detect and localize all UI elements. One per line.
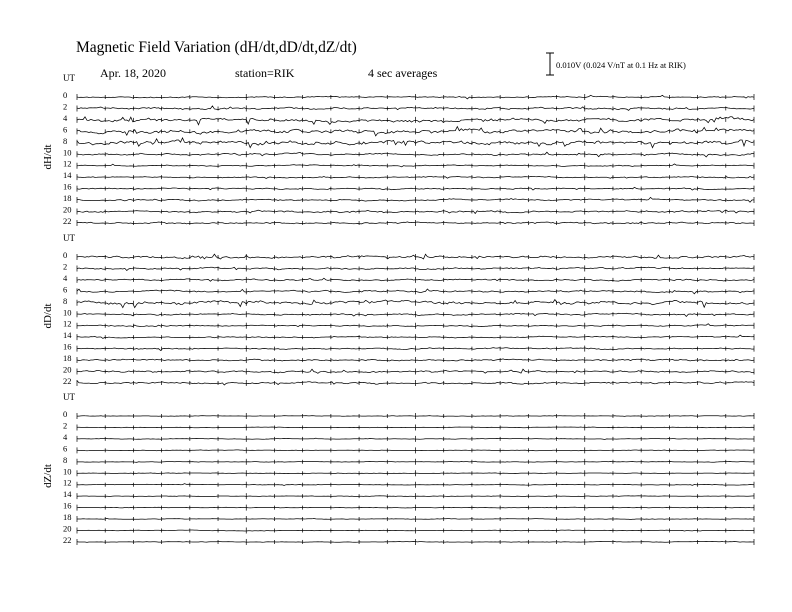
hour-row-label: 4	[63, 272, 68, 283]
scale-bar	[546, 53, 554, 75]
hour-row-label: 2	[63, 101, 68, 112]
hour-row-label: 6	[63, 284, 68, 295]
hour-row-label: 6	[63, 443, 68, 454]
row-time-ticks	[77, 140, 754, 146]
hour-row-label: 2	[63, 420, 68, 431]
scale-bar-label: 0.010V (0.024 V/nT at 0.1 Hz at RIK)	[556, 60, 686, 70]
hour-row-label: 8	[63, 295, 68, 306]
panel-dd-dt	[42, 233, 754, 386]
hour-row-label: 4	[63, 112, 68, 123]
panel-dh-dt	[42, 73, 754, 226]
hour-row-label: 18	[63, 512, 72, 523]
hour-row-label: 12	[63, 318, 72, 329]
y-axis-label: dD/dt	[42, 303, 54, 329]
hour-row-label: 22	[63, 534, 72, 545]
ut-axis-label: UT	[63, 73, 75, 83]
hour-row-label: 14	[63, 330, 72, 341]
hour-row-label: 16	[63, 341, 72, 352]
date-label: Apr. 18, 2020	[100, 66, 166, 80]
ut-axis-label: UT	[63, 233, 75, 243]
averaging-label: 4 sec averages	[368, 66, 438, 80]
hour-row-label: 14	[63, 170, 72, 181]
row-time-ticks	[77, 288, 754, 294]
hour-row-label: 18	[63, 193, 72, 204]
hour-row-label: 4	[63, 431, 68, 442]
hour-row-label: 22	[63, 215, 72, 226]
hour-row-label: 12	[63, 477, 72, 488]
row-time-ticks	[77, 197, 754, 203]
hour-row-label: 12	[63, 158, 72, 169]
hour-row-label: 8	[63, 135, 68, 146]
hour-row-label: 10	[63, 147, 72, 158]
hour-row-label: 20	[63, 364, 72, 375]
hour-row-label: 22	[63, 375, 72, 386]
hour-row-label: 14	[63, 489, 72, 500]
y-axis-label: dZ/dt	[42, 464, 54, 488]
hour-row-label: 10	[63, 466, 72, 477]
hour-row-label: 2	[63, 261, 68, 272]
chart-title: Magnetic Field Variation (dH/dt,dD/dt,dZ/dt)	[76, 39, 357, 56]
hour-row-label: 16	[63, 500, 72, 511]
hour-row-label: 0	[63, 90, 68, 100]
hour-row-label: 0	[63, 409, 68, 419]
ut-axis-label: UT	[63, 392, 75, 402]
y-axis-label: dH/dt	[42, 144, 54, 170]
hour-row-label: 0	[63, 250, 68, 260]
hour-row-label: 20	[63, 523, 72, 534]
panel-dz-dt	[42, 392, 754, 545]
hour-row-label: 6	[63, 124, 68, 135]
hour-row-label: 18	[63, 353, 72, 364]
station-label: station=RIK	[235, 66, 295, 80]
hour-row-label: 16	[63, 181, 72, 192]
hour-row-label: 10	[63, 307, 72, 318]
hour-row-label: 8	[63, 454, 68, 465]
hour-row-label: 20	[63, 204, 72, 215]
